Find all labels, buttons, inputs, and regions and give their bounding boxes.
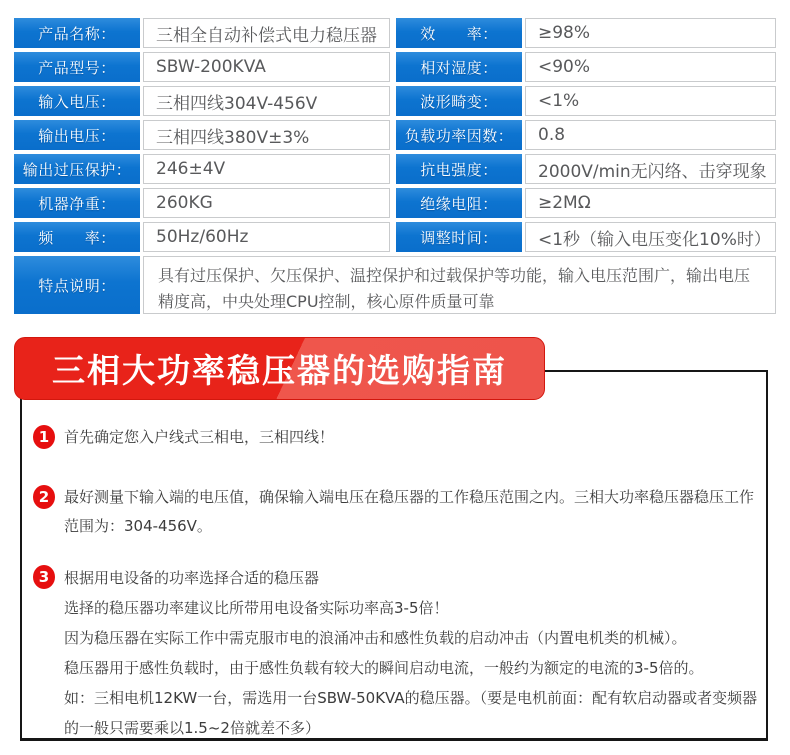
spec-table [14, 18, 776, 314]
guide-item-1-text: 首先确定您入户线式三相电，三相四线！ [64, 428, 335, 446]
spec-value-adjust-time: <1秒（输入电压变化10%时） [525, 222, 776, 252]
guide-title-banner [14, 337, 545, 400]
spec-label-output-voltage: 输出电压： [14, 120, 140, 150]
spec-value-product-name: 三相全自动补偿式电力稳压器 [143, 18, 390, 48]
spec-value-dielectric-strength: 2000V/min无闪络、击穿现象 [525, 154, 776, 184]
spec-value-insulation-resistance: ≥2MΩ [525, 188, 776, 218]
spec-row-5 [14, 154, 776, 184]
spec-label-product-name: 产品名称： [14, 18, 140, 48]
guide-item-2 [33, 483, 760, 541]
guide-item-2-text: 最好测量下输入端的电压值，确保输入端电压在稳压器的工作稳压范围之内。三相大功率稳压器稳压工作范围为：304-456V。 [64, 488, 755, 535]
spec-label-features: 特点说明： [14, 256, 140, 314]
guide-item-3-line-1: 选择的稳压器功率建议比所带用电设备实际功率高3-5倍！ [64, 599, 449, 617]
guide-item-3-line-4: 如：三相电机12KW一台，需选用一台SBW-50KVA的稳压器。（要是电机前面：配有软启动器或者变频器的一般只需要乘以1.5~2倍就差不多） [64, 689, 758, 737]
spec-label-humidity: 相对湿度： [396, 52, 522, 82]
spec-label-net-weight: 机器净重： [14, 188, 140, 218]
spec-value-input-voltage: 三相四线304V-456V [143, 86, 390, 116]
guide-item-1-number-badge: 1 [33, 425, 55, 449]
spec-value-overvoltage-protection: 246±4V [143, 154, 390, 184]
spec-row-1 [14, 18, 776, 48]
spec-value-humidity: <90% [525, 52, 776, 82]
spec-value-output-voltage: 三相四线380V±3% [143, 120, 390, 150]
spec-label-waveform-distortion: 波形畸变： [396, 86, 522, 116]
spec-value-net-weight: 260KG [143, 188, 390, 218]
guide-item-3-text [64, 563, 760, 743]
spec-row-6 [14, 188, 776, 218]
guide-box [20, 370, 768, 741]
guide-item-3-line-3: 稳压器用于感性负载时，由于感性负载有较大的瞬间启动电流，一般约为额定的电流的3-5倍的。 [64, 659, 704, 677]
spec-label-efficiency: 效 率： [396, 18, 522, 48]
spec-value-features: 具有过压保护、欠压保护、温控保护和过载保护等功能，输入电压范围广，输出电压精度高，中央处理CPU控制，核心原件质量可靠 [143, 256, 776, 314]
spec-value-efficiency: ≥98% [525, 18, 776, 48]
spec-row-4 [14, 120, 776, 150]
spec-label-dielectric-strength: 抗电强度： [396, 154, 522, 184]
spec-value-frequency: 50Hz/60Hz [143, 222, 390, 252]
guide-title: 三相大功率稳压器的选购指南 [52, 351, 507, 390]
spec-label-model: 产品型号： [14, 52, 140, 82]
spec-row-2 [14, 52, 776, 82]
spec-value-load-power-factor: 0.8 [525, 120, 776, 150]
spec-label-overvoltage-protection: 输出过压保护： [14, 154, 140, 184]
guide-item-3-number-badge: 3 [33, 565, 55, 589]
spec-row-7 [14, 222, 776, 252]
spec-value-model: SBW-200KVA [143, 52, 390, 82]
spec-label-input-voltage: 输入电压： [14, 86, 140, 116]
guide-item-1 [33, 423, 760, 452]
guide-item-3-line-0: 根据用电设备的功率选择合适的稳压器 [64, 569, 320, 587]
guide-item-3-line-2: 因为稳压器在实际工作中需克服市电的浪涌冲击和感性负载的启动冲击（内置电机类的机械）。 [64, 629, 687, 647]
guide-item-2-number-badge: 2 [33, 485, 55, 509]
spec-label-insulation-resistance: 绝缘电阻： [396, 188, 522, 218]
spec-label-adjust-time: 调整时间： [396, 222, 522, 252]
guide-item-3 [33, 563, 760, 743]
spec-value-waveform-distortion: <1% [525, 86, 776, 116]
spec-label-frequency: 频 率： [14, 222, 140, 252]
spec-row-features [14, 256, 776, 314]
spec-label-load-power-factor: 负载功率因数： [396, 120, 522, 150]
spec-row-3 [14, 86, 776, 116]
